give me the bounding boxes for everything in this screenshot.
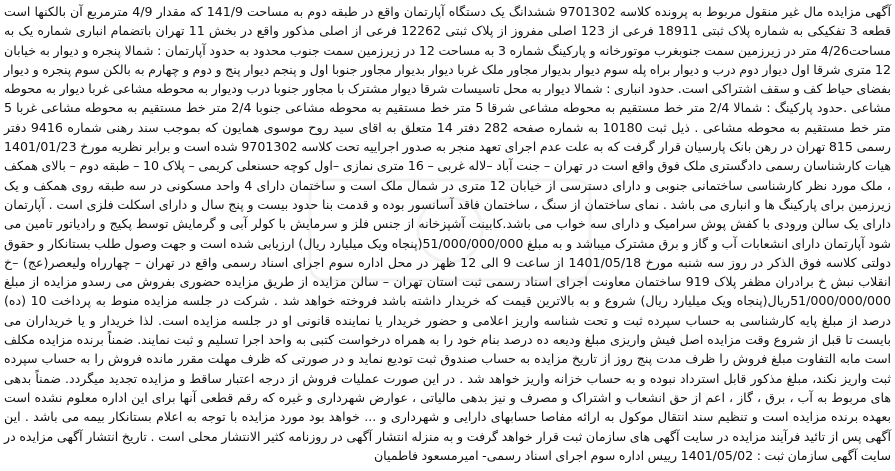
notice-body-text: آگهی مزایده مال غیر منقول مربوط به پرونده کلاسه 9701302 ششدانگ یک دستگاه آپارتمان واقع در طبقه دوم به مساحت 141/9 که مقدار 4/9 مترمربع آن بالکنها است قطعه 3 تفکیکی به شماره پلاک ثبتی 18911 فرعی از 123 اصلی مفروز از پلاک ثبتی 12262 فرعی از اصلی مذکور واقع در بخش 11 تهران باتضمام انباری شماره یک به مساحت4/26 متر در زیرزمین سمت جنوبغرب موتورخانه و پارکینگ شماره 3 به مساحت 12 در زیرزمین سمت جنوب محدود به حدود آپارتمان : شمالا پنجره و دیوار به خیابان 12 متری شرقا اول دیوار دوم درب و دیوار براه پله سوم دیوار بدیوار مجاور ملک غربا دیوار بدیوار مجاور جنوبا اول و پنجم دیوار پنج و دوم و چهارم به بالکن سوم پنجره و دیوار بفضای حیاط کف و سقف اشتراکی است. حدود انباری : شمالا دیوار به محل تاسیسات شرقا دیوار مشترک با مجاور جنوبا درب ودیوار به محوطه مشاعی غربا دیوار به محوطه مشاعی .حدود پارکینگ : شمالا 2/4 متر خط مستقیم به محوطه مشاعی شرقا 5 متر خط مستقیم به محوطه مشاعی جنوبا 2/4 متر خط مستقیم به محوطه مشاعی غربا 5 متر خط مستقیم به محوطه مشاعی . ذیل ثبت 10180 به شماره صفحه 282 دفتر 14 متعلق به اقای سید روح موسوی همایون که بموجب سند رهنی شماره 9416 دفتر رسمی 815 تهران در رهن بانک پارسیان قرار گرفت که به علت عدم اجرای تعهد منجر به صدور اجراییه تحت کلاسه 9701302 شده است و برابر نظریه مورخ 1401/01/23 هیات کارشناسان رسمی دادگستری ملک فوق واقع است در تهران – جنت آباد –لاله غربی – 16 متری نمازی –اول کوچه حسنعلی کریمی – پلاک 10 – طبقه دوم – بالای همکف ، ملک مورد نظر کارشناسی ساختمانی جنوبی و دارای دسترسی از خیابان 12 متری در شمال ملک است و ساختمان دارای 4 واحد مسکونی در سه طبقه روی همکف و یک زیرزمین برای پارکینگ ها و انباری می باشد . نمای ساختمان از سنگ ، ساختمان فاقد آسانسور بوده و قدمت بنا حدود بیست و پنج سال و دارای اسکلت فلزی است . آپارتمان دارای یک سالن ورودی با کفش پوش سرامیک و دارای سه خواب می باشد.کابینت آشپزخانه از جنس فلز و سرمایش با کولر آبی و گرمایش توسط پکیج و رادیاتور تامین می شود آپارتمان دارای انشعابات آب و گاز و برق مشترک میباشد و به مبلغ 51/000/000/000(پنجاه ویک میلیارد ریال) ارزیابی شده است و جهت وصول طلب بستانکار و حقوق دولتی کلاسه فوق الذکر در روز سه شنبه مورخ 1401/05/18 از ساعت 9 الی 12 ظهر در محل اداره سوم اجرای اسناد رسمی واقع در تهران – چهارراه ولیعصر(عج) –خ انقلاب نبش خ برادران مظفر پلاک 919 ساختمان معاونت اجرای اسناد رسمی ثبت استان تهران – سالن مزایده از طریق مزایده حضوری بفروش می رسدو مزایده از مبلغ 51/000/000/000ریال(پنجاه ویک میلیارد ریال) شروع و به بالاترین قیمت که خریدار داشته باشد فروخته خواهد شد . شرکت در جلسه مزایده منوط به پرداخت 10 (ده) درصد از مبلغ پایه کارشناسی به حساب سپرده ثبت و تحت شناسه واریز اعلامی و حضور خریدار یا نماینده قانونی او در جلسه مزایده است. لذا خریدار و یا خریداران می بایست تا قبل از شروع وقت مزایده اصل فیش واریزی مبلغ ودیعه ده درصد بنام خود را به همراه درخواست کتبی به واحد اجرا تسلیم و ثبت نمایند. ضمناً برنده مزایده مکلف است مابه التفاوت مبلغ فروش را ظرف مدت پنج روز از تاریخ مزایده به حساب صندوق ثبت تودیع نماید و در صورتی که ظرف مهلت مقرر مانده فروش را به حساب سپرده ثبت واریز نکند، مبلغ مذکور قابل استرداد نبوده و به حساب خزانه واریز خواهد شد . در این صورت عملیات فروش از درجه اعتبار ساقط و مزایده تجدید میگردد. ضمناً بدهی های مربوط به آب ، برق ، گاز ، اعم از حق انشعاب و اشتراک و مصرف و نیز بدهی مالیاتی ، عوارض شهرداری و غیره که رقم قطعی آنها برای این اداره معلوم نشده است بعهده برنده مزایده است و تنظیم سند انتقال موکول به ارائه مفاصا حسابهای دارایی و شهرداری و ... خواهد بود مورد مزایده با توجه به اعلام بستانکار بیمه می باشد . این آگهی پس از تائید فرآیند مزایده در سایت آگهی های سازمان ثبت قرار خواهد گرفت و به منزله انتشار آگهی در روزنامه کثیر الانتشار محلی است . تاریخ انتشار آگهی مزایده در سایت آگهی سازمان ثبت : 1401/05/02 رییس اداره سوم اجرای اسناد رسمی- امیرمسعود فاطمیان	[4, 4, 892, 463]
